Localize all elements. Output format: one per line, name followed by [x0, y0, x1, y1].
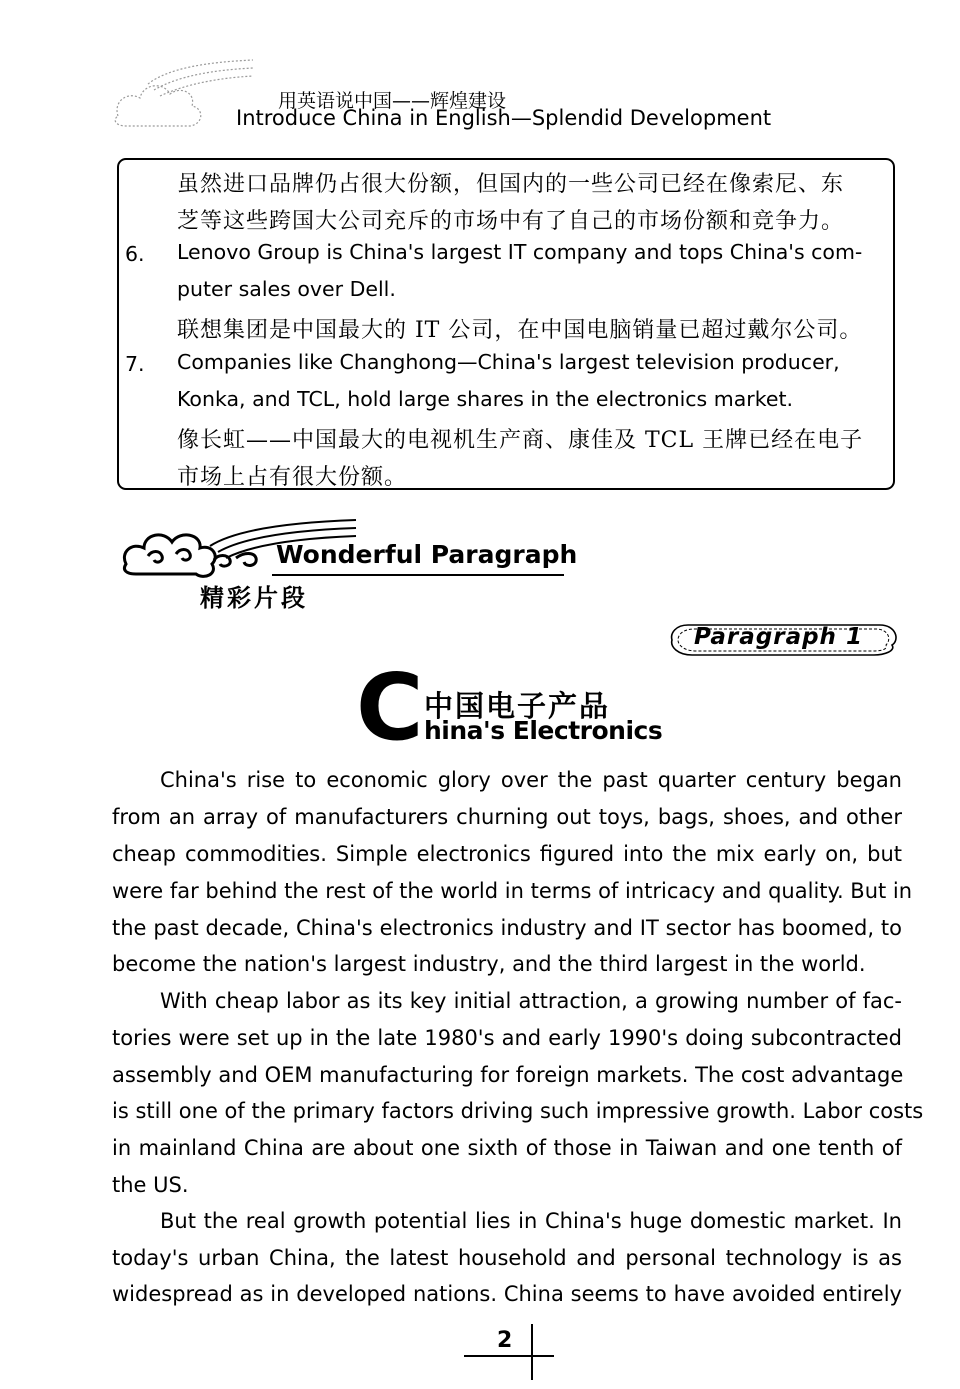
section-title-cn: 精彩片段: [200, 583, 308, 612]
box-line: Konka, and TCL, hold large shares in the electronics market.: [177, 387, 794, 411]
box-line: puter sales over Dell.: [177, 277, 396, 301]
body-line: With cheap labor as its key initial attraction, a growing number of fac-: [160, 989, 902, 1013]
body-line: tories were set up in the late 1980's and early 1990's doing subcontracted: [112, 1026, 902, 1050]
header-cn-title: 用英语说中国——辉煌建设: [278, 90, 507, 112]
header-en-title: Introduce China in English—Splendid Development: [236, 106, 772, 130]
paragraph-label: Paragraph 1: [694, 624, 863, 650]
box-line: Companies like Changhong—China's largest television producer,: [177, 350, 840, 374]
box-item-number: 6.: [125, 242, 145, 266]
box-line: Lenovo Group is China's largest IT company and tops China's com-: [177, 240, 863, 264]
body-line: become the nation's largest industry, and the third largest in the world.: [112, 952, 866, 976]
body-line: were far behind the rest of the world in terms of intricacy and quality. But in: [112, 879, 913, 903]
phrase-box: [117, 158, 895, 490]
body-line: in mainland China are about one sixth of those in Taiwan and one tenth of: [112, 1136, 902, 1160]
body-line: the past decade, China's electronics industry and IT sector has boomed, to: [112, 916, 902, 940]
body-line: widespread as in developed nations. China seems to have avoided entirely: [112, 1282, 902, 1306]
title-initial-letter: C: [356, 654, 424, 761]
body-line: is still one of the primary factors driving such impressive growth. Labor costs: [112, 1099, 924, 1123]
body-line: But the real growth potential lies in China's huge domestic market. In: [160, 1209, 902, 1233]
page-number-cross-mark: [460, 1322, 560, 1382]
section-title-en: Wonderful Paragraph: [276, 540, 578, 569]
box-item-number: 7.: [125, 352, 145, 376]
body-line: China's rise to economic glory over the past quarter century began: [160, 768, 902, 792]
article-title-cn: 中国电子产品: [424, 689, 611, 723]
body-line: the US.: [112, 1173, 189, 1197]
box-line: 市场上占有很大份额。: [177, 465, 408, 490]
page-number: 2: [497, 1328, 513, 1353]
box-line: 联想集团是中国最大的 IT 公司，在中国电脑销量已超过戴尔公司。: [177, 318, 863, 343]
article-title-en: hina's Electronics: [424, 716, 663, 745]
section-title-underline: [272, 574, 564, 576]
box-line: 像长虹——中国最大的电视机生产商、康佳及 TCL 王牌已经在电子: [177, 428, 864, 453]
box-line: 虽然进口品牌仍占很大份额，但国内的一些公司已经在像索尼、东: [177, 172, 845, 197]
body-line: cheap commodities. Simple electronics figured into the mix early on, but: [112, 842, 902, 866]
body-line: today's urban China, the latest household and personal technology is as: [112, 1246, 902, 1270]
body-line: from an array of manufacturers churning out toys, bags, shoes, and other: [112, 805, 902, 829]
box-line: 芝等这些跨国大公司充斥的市场中有了自己的市场份额和竞争力。: [177, 209, 845, 234]
body-line: assembly and OEM manufacturing for foreign markets. The cost advantage: [112, 1063, 904, 1087]
